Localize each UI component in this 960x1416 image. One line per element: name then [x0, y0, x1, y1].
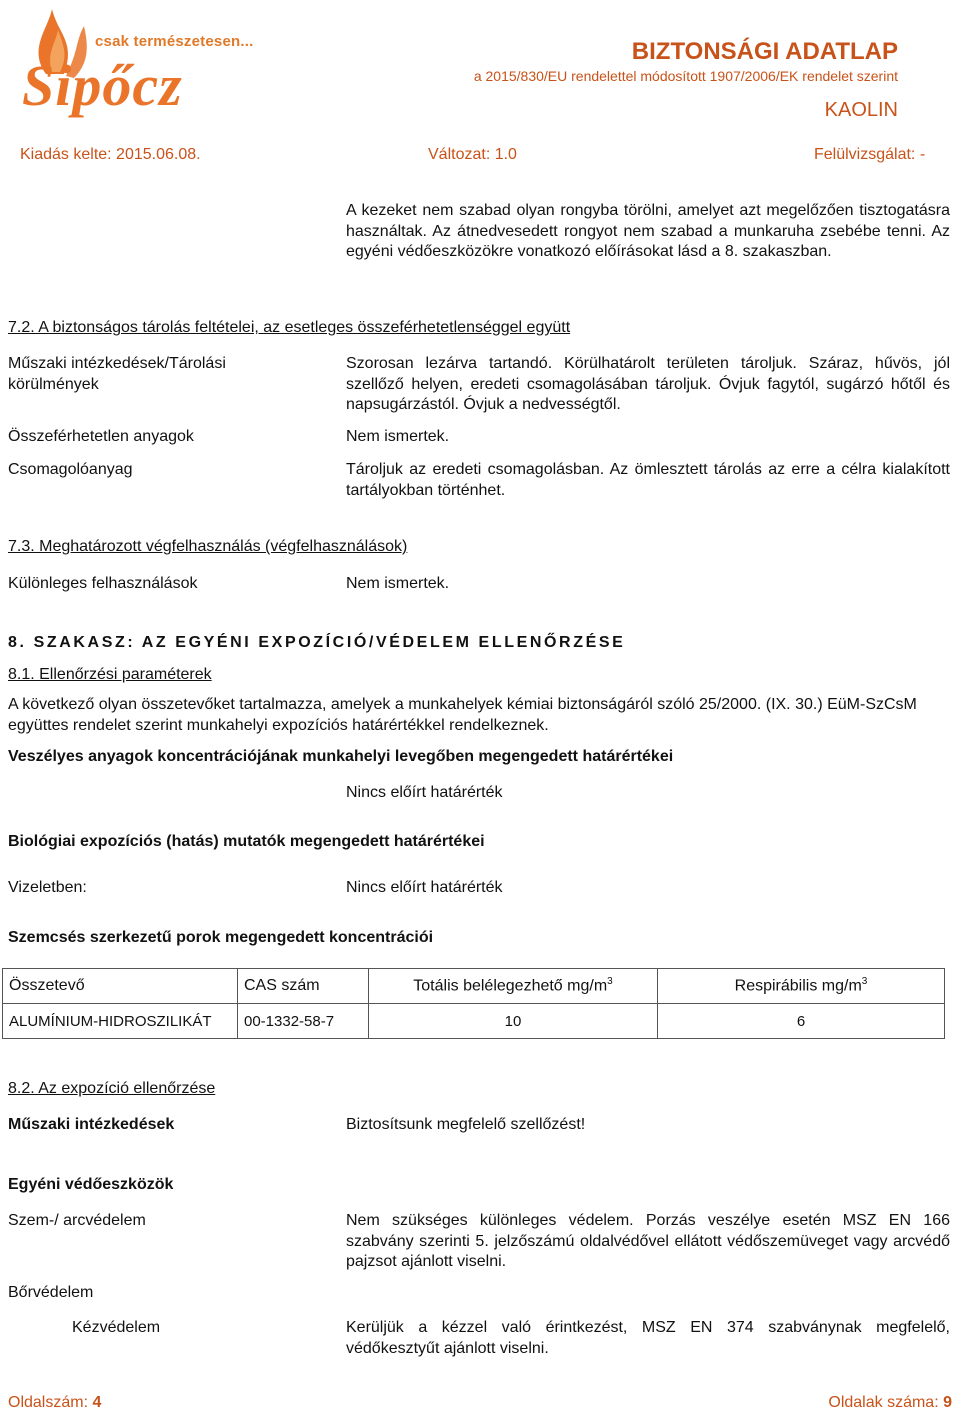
- product-name: KAOLIN: [824, 99, 898, 121]
- dust-limits-table: [2, 968, 945, 1039]
- eye-protection-value: Nem szükséges különleges védelem. Porzás veszélye esetén MSZ EN 166 szabvány szerinti 5. jelzőszámú oldalvédővel ellátott védőszemüveget vagy arcvédő pajzsot ajánlott viselni.: [346, 1212, 950, 1270]
- table-row: [3, 1004, 945, 1039]
- table-cell: ALUMÍNIUM-HIDROSZILIKÁT: [3, 1004, 238, 1039]
- table-header-cell: CAS szám: [238, 969, 369, 1004]
- special-use-value: Nem ismertek.: [346, 575, 450, 592]
- table-cell: 10: [369, 1004, 658, 1039]
- skin-protection-label: Bőrvédelem: [8, 1284, 94, 1301]
- table-cell: 6: [658, 1004, 945, 1039]
- urine-label: Vizeletben:: [8, 879, 87, 896]
- page-count: Oldalak száma: 9: [828, 1394, 952, 1411]
- brand-tagline: csak természetesen...: [95, 33, 254, 50]
- bio-limits-heading: Biológiai expozíciós (hatás) mutatók megengedett határértékei: [8, 833, 485, 850]
- special-use-label: Különleges felhasználások: [8, 575, 198, 592]
- air-limits-heading: Veszélyes anyagok koncentrációjának munkahelyi levegőben megengedett határértékei: [8, 748, 674, 765]
- ppe-heading: Egyéni védőeszközök: [8, 1176, 174, 1193]
- control-params-text: A következő olyan összetevőket tartalmazza, amelyek a munkahelyek kémiai biztonságáról szóló 25/2000. (IX. 30.) EüM-SzCsM együttes rendelet szerint munkahelyi expozíciós határértékkel rendelkeznek.: [8, 696, 917, 734]
- tech-measures-value: Biztosítsunk megfelelő szellőzést!: [346, 1116, 586, 1133]
- page-number: Oldalszám: 4: [8, 1394, 102, 1411]
- section-7-3-heading: 7.3. Meghatározott végfelhasználás (végfelhasználások): [8, 538, 408, 555]
- table-header-cell: Respirábilis $mg/m^3$: [658, 969, 945, 1004]
- revision: Felülvizsgálat: -: [814, 146, 926, 163]
- issue-date: Kiadás kelte: 2015.06.08.: [20, 146, 201, 163]
- document-subtitle: a 2015/830/EU rendelettel módosított 1907/2006/EK rendelet szerint: [473, 68, 898, 84]
- section-8-2-heading: 8.2. Az expozíció ellenőrzése: [8, 1080, 216, 1097]
- dust-limits-heading: Szemcsés szerkezetű porok megengedett koncentrációi: [8, 929, 434, 946]
- table-header-cell: Totális belélegezhető $mg/m^3$: [369, 969, 658, 1004]
- eye-protection-label: Szem-/ arcvédelem: [8, 1212, 146, 1229]
- version: Változat: 1.0: [428, 146, 517, 163]
- intro-paragraph: A kezeket nem szabad olyan rongyba törölni, amelyet azt megelőzően tisztogatásra használtak. Az átnedvesedett rongyot nem szabad a munkaruha zsebébe tenni. Az egyéni védőeszközökre vonatkozó előírásokat lásd a 8. szakaszban.: [346, 202, 950, 260]
- section-8-1-heading: 8.1. Ellenőrzési paraméterek: [8, 666, 212, 683]
- air-limits-value: Nincs előírt határérték: [346, 784, 503, 801]
- storage-value: Szorosan lezárva tartandó. Körülhatárolt területen tároljuk. Száraz, hűvös, jól szellőző helyen, eredeti csomagolásában tároljuk. Óvjuk fagytól, sugárzó hőtől és napsugárzástól. Óvjuk a nedvességtől.: [346, 355, 950, 413]
- hand-protection-value: Kerüljük a kézzel való érintkezést, MSZ EN 374 szabványnak megfelelő, védőkesztyűt ajánlott viselni.: [346, 1319, 950, 1357]
- section-7-2-heading: 7.2. A biztonságos tárolás feltételei, az esetleges összeférhetetlenséggel együtt: [8, 319, 571, 336]
- table-header-cell: Összetevő: [3, 969, 238, 1004]
- section-8-heading: 8. SZAKASZ: AZ EGYÉNI EXPOZÍCIÓ/VÉDELEM ELLENŐRZÉSE: [8, 634, 626, 651]
- document-title: BIZTONSÁGI ADATLAP: [631, 38, 898, 65]
- urine-value: Nincs előírt határérték: [346, 879, 503, 896]
- packaging-label: Csomagolóanyag: [8, 461, 133, 478]
- storage-label: Műszaki intézkedések/Tárolási körülmények: [8, 355, 226, 393]
- packaging-value: Tároljuk az eredeti csomagolásban. Az ömlesztett tárolás az erre a célra kialakított tartályokban történhet.: [346, 461, 950, 499]
- tech-measures-label: Műszaki intézkedések: [8, 1116, 175, 1133]
- brand-logo: Sipőcz: [22, 53, 183, 118]
- incompatible-label: Összeférhetetlen anyagok: [8, 428, 194, 445]
- table-cell: 00-1332-58-7: [238, 1004, 369, 1039]
- table-header-row: [3, 969, 945, 1004]
- hand-protection-label: Kézvédelem: [72, 1319, 161, 1336]
- incompatible-value: Nem ismertek.: [346, 428, 450, 445]
